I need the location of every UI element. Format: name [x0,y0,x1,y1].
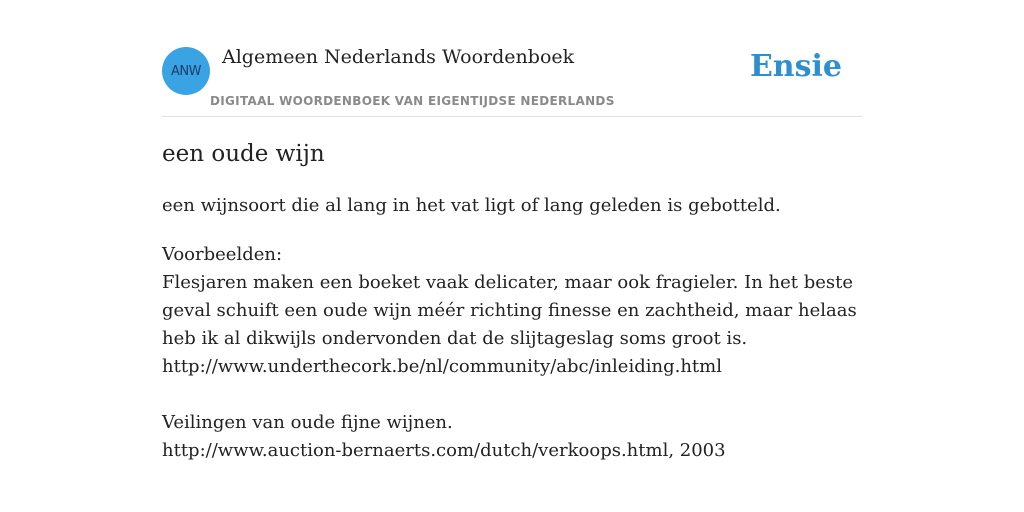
example-source: http://www.underthecork.be/nl/community/abc/inleiding.html [162,356,722,377]
examples-label: Voorbeelden: [162,244,283,265]
site-title[interactable]: Algemeen Nederlands Woordenboek [222,46,575,68]
entry-definition: een wijnsoort die al lang in het vat ligt of lang geleden is gebotteld. [162,195,781,216]
example-text: Flesjaren maken een boeket vaak delicater, maar ook fragieler. In het beste geval schuift een oude wijn méér richting finesse en zachtheid, maar helaas heb ik al dikwijls ondervonden dat de slijtageslag soms groot is. [162,272,857,349]
logo-text: ANW [171,63,201,79]
example-source: http://www.auction-bernaerts.com/dutch/verkoops.html, 2003 [162,440,726,461]
site-header [162,40,862,117]
ensie-brand-logo[interactable]: Ensie [749,49,842,84]
entry-headword: een oude wijn [162,141,325,167]
examples-section [162,241,862,465]
site-subtitle: DIGITAAL WOORDENBOEK VAN EIGENTIJDSE NEDERLANDS [210,94,615,108]
example-spacer [162,381,862,409]
example-text: Veilingen van oude fijne wijnen. [162,412,453,433]
anw-logo[interactable] [162,47,210,95]
